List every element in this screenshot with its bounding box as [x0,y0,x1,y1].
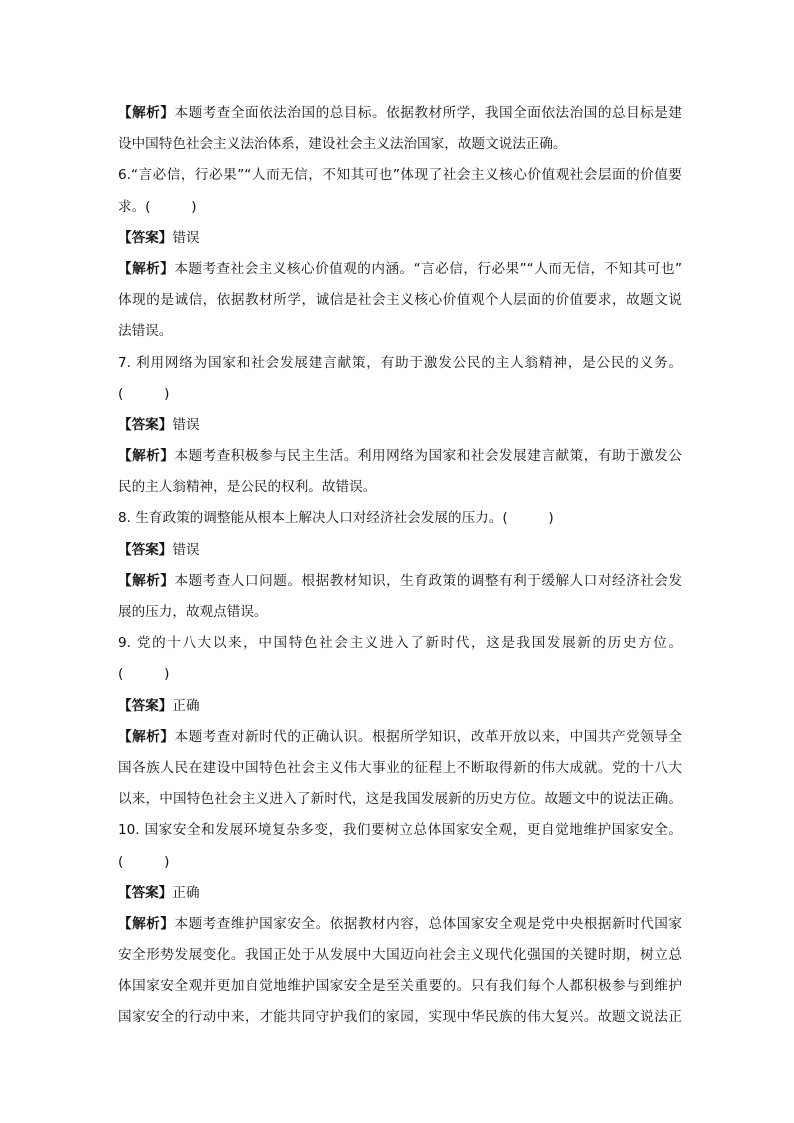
line-text: 本题考查维护国家安全。依据教材内容，总体国家安全观是党中央根据新时代国家 [174,915,682,932]
text-line [118,753,682,784]
line-text: 体现的是诚信，依据教材所学，诚信是社会主义核心价值观个人层面的价值要求，故题文说 [118,292,682,309]
line-text: 以来，中国特色社会主义进入了新时代，这是我国发展新的历史方位。故题文中的说法正确。 [118,791,682,808]
line-text: 本题考查社会主义核心价值观的内涵。“言必信，行必果”“人而无信，不知其可也” [174,260,683,277]
line-text: 国各族人民在建设中国特色社会主义伟大事业的征程上不断取得新的伟大成就。党的十八大 [118,759,682,776]
text-line [118,285,682,316]
analysis-line [118,722,682,753]
answer-line [118,223,682,254]
line-text: 国家安全的行动中来，才能共同守护我们的家园，实现中华民族的伟大复兴。故题文说法正 [118,1009,682,1026]
text-line [118,472,682,503]
line-text: 本题考查人口问题。根据教材知识，生育政策的调整有利于缓解人口对经济社会发 [174,572,682,589]
analysis-label: 【解析】 [118,448,175,465]
analysis-label: 【解析】 [118,105,175,121]
answer-label: 【答案】 [118,416,173,433]
line-text: 设中国特色社会主义法治体系，建设社会主义法治国家，故题文说法正确。 [118,136,567,153]
line-text: ( ) [118,853,170,870]
text-line [118,192,682,223]
analysis-label: 【解析】 [118,915,175,932]
text-line [118,160,682,191]
analysis-line [118,909,682,940]
text-line [118,659,682,690]
analysis-label: 【解析】 [118,728,175,745]
line-text: 7. 利用网络为国家和社会发展建言献策，有助于激发公民的主人翁精神，是公民的义务。 [118,354,682,371]
text-line [118,503,682,534]
line-text: 本题考查积极参与民主生活。利用网络为国家和社会发展建言献策，有助于激发公 [174,448,682,465]
answer-line [118,535,682,566]
text-line [118,379,682,410]
line-text: 6.“言必信，行必果”“人而无信，不知其可也”体现了社会主义核心价值观社会层面的价值要 [118,167,682,184]
analysis-label: 【解析】 [118,572,175,589]
line-text: 8. 生育政策的调整能从根本上解决人口对经济社会发展的压力。( ) [118,510,554,527]
line-text: 本题考查对新时代的正确认识。根据所学知识，改革开放以来，中国共产党领导全 [174,728,682,745]
line-text: 错误 [172,541,200,558]
line-text: 民的主人翁精神，是公民的权利。故错误。 [118,479,377,496]
analysis-label: 【解析】 [118,260,175,277]
answer-label: 【答案】 [118,884,173,901]
analysis-line [118,254,682,285]
text-line [118,628,682,659]
line-text: 9. 党的十八大以来，中国特色社会主义进入了新时代，这是我国发展新的历史方位。 [118,635,682,652]
text-line [118,1002,682,1033]
answer-label: 【答案】 [118,229,173,246]
line-text: 本题考查全面依法治国的总目标。依据教材所学，我国全面依法治国的总目标是建 [174,105,682,121]
analysis-line [118,98,682,129]
line-text: 正确 [172,884,200,901]
document-body [118,98,682,1034]
line-text: 法错误。 [118,323,173,340]
line-text: 10. 国家安全和发展环境复杂多变，我们要树立总体国家安全观，更自觉地维护国家安全。 [118,822,682,839]
text-line [118,316,682,347]
answer-label: 【答案】 [118,697,173,714]
line-text: 安全形势发展变化。我国正处于从发展中大国迈向社会主义现代化强国的关键时期，树立总 [118,947,682,964]
line-text: 求。( ) [118,198,197,215]
text-line [118,940,682,971]
answer-line [118,691,682,722]
analysis-line [118,441,682,472]
line-text: ( ) [118,666,170,683]
line-text: 错误 [172,229,200,246]
line-text: 展的压力，故观点错误。 [118,604,268,620]
line-text: ( ) [118,385,170,402]
text-line [118,847,682,878]
answer-line [118,410,682,441]
text-line [118,784,682,815]
answer-label: 【答案】 [118,541,173,558]
text-line [118,597,682,628]
text-line [118,815,682,846]
answer-line [118,878,682,909]
line-text: 体国家安全观并更加自觉地维护国家安全是至关重要的。只有我们每个人都积极参与到维护 [118,978,682,995]
text-line [118,129,682,160]
text-line [118,971,682,1002]
line-text: 错误 [172,416,200,433]
text-line [118,348,682,379]
analysis-line [118,566,682,597]
line-text: 正确 [172,697,200,714]
